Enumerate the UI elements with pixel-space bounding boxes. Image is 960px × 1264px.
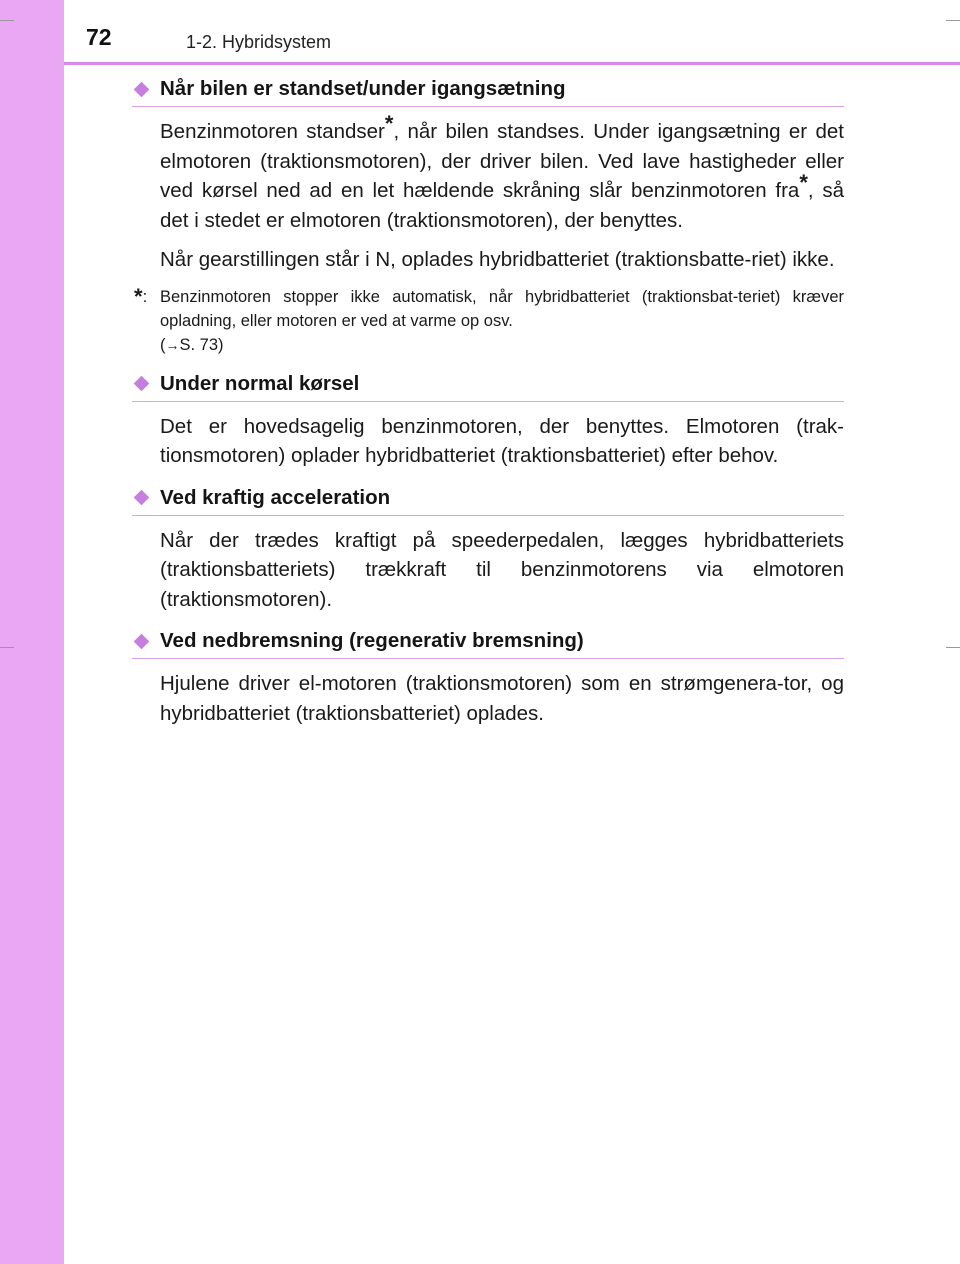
chapter-title: 1-2. Hybridsystem: [186, 32, 332, 52]
diamond-bullet-icon: [134, 490, 150, 506]
paragraph: Det er hovedsagelig benzinmotoren, der benyttes. Elmotoren (trak-tionsmotoren) oplader hybridbatteriet (traktionsbatteriet) efter behov.: [160, 414, 844, 467]
crop-mark: [0, 647, 14, 648]
page-reference[interactable]: (→S. 73): [160, 335, 224, 354]
crop-mark: [946, 647, 960, 648]
section-heading: Ved kraftig acceleration: [132, 481, 844, 516]
footnote-star: *: [799, 170, 808, 195]
diamond-bullet-icon: [134, 376, 150, 392]
diamond-bullet-icon: [134, 81, 150, 97]
section-heading: Ved nedbremsning (regenerativ bremsning): [132, 624, 844, 659]
footnote-star: *: [384, 111, 394, 136]
footnote-star: *: [134, 283, 143, 309]
page-sidebar-tab: [0, 0, 64, 1264]
paragraph: Benzinmotoren standser*, når bilen standses. Under igangsætning er det elmotoren (traktionsmotoren), der driver bilen. Ved lave hastigheder eller ved kørsel ned ad en let hældende skråning slår benzinmotoren fra*, så det i stedet er elmotoren (traktionsmotoren), der benyttes.: [160, 111, 844, 232]
footnote: *: Benzinmotoren stopper ikke automatisk, når hybridbatteriet (traktionsbat-teriet) kræver opladning, eller motoren er ved at varme op osv. (→S. 73): [132, 285, 844, 357]
arrow-right-icon: →: [165, 336, 180, 353]
paragraph: Hjulene driver el-motoren (traktionsmotoren) som en strømgenera-tor, og hybridbatteriet (traktionsbatteriet) oplades.: [160, 672, 844, 725]
crop-mark: [0, 20, 14, 21]
header-rule: [64, 62, 960, 65]
paragraph: Når der trædes kraftigt på speederpedalen, lægges hybridbatteriets (traktionsbatteriets) trækkraft til benzinmotorens via elmotoren (traktionsmotoren).: [160, 528, 844, 611]
diamond-bullet-icon: [134, 633, 150, 649]
paragraph: Når gearstillingen står i N, oplades hybridbatteriet (traktionsbatte-riet) ikke.: [160, 248, 835, 271]
section-heading: Under normal kørsel: [132, 367, 844, 402]
page-number: 72: [86, 24, 112, 50]
footnote-text: Benzinmotoren stopper ikke automatisk, når hybridbatteriet (traktionsbat-teriet) kræver opladning, eller motoren er ved at varme op osv.: [160, 287, 844, 330]
crop-mark: [946, 20, 960, 21]
page-content: [132, 72, 844, 728]
section-heading: Når bilen er standset/under igangsætning: [132, 72, 844, 107]
